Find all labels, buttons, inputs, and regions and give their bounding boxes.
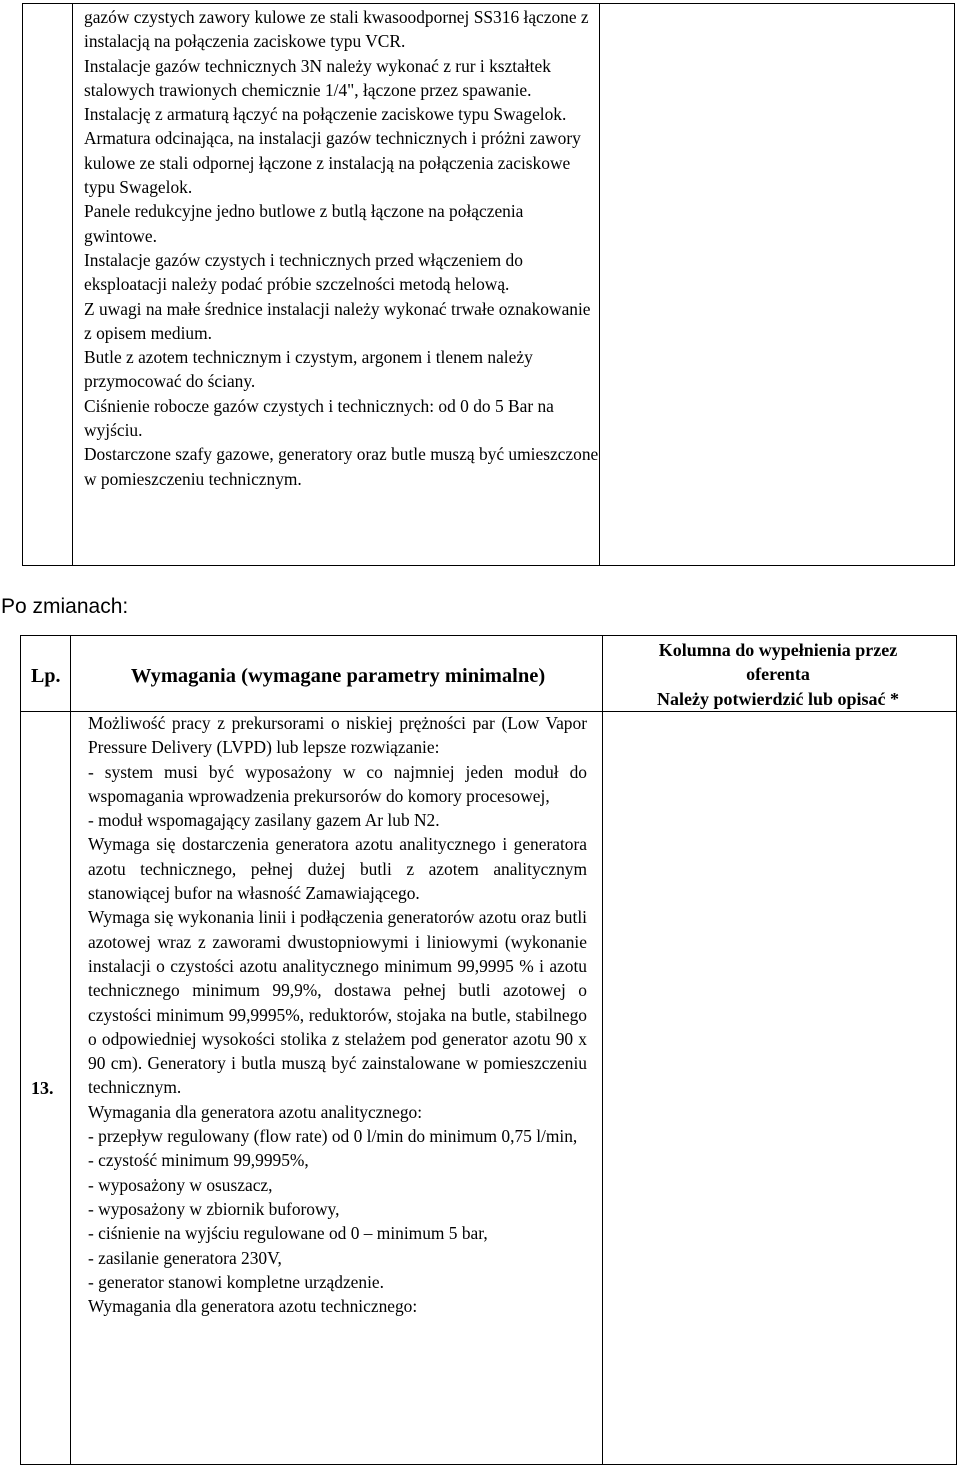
top-paragraph: Dostarczone szafy gazowe, generatory oraz butle muszą być umieszczone w pomieszczeniu technicznym. [84, 444, 599, 489]
top-paragraph: Butle z azotem technicznym i czystym, argonem i tlenem należy przymocować do ściany. [84, 347, 533, 392]
row-requirements-cell [88, 711, 587, 1318]
row-paragraph: Wymagania dla generatora azotu technicznego: [88, 1296, 418, 1317]
row-number: 13. [31, 1078, 54, 1098]
header-offer-column [603, 638, 953, 711]
header-offer-line: Należy potwierdzić lub opisać * [657, 688, 899, 709]
section-heading: Po zmianach: [1, 595, 129, 618]
table-divider-offer [602, 636, 603, 1464]
header-offer-line: oferenta [746, 664, 810, 685]
header-requirements: Wymagania (wymagane parametry minimalne) [130, 665, 546, 687]
top-paragraph: Z uwagi na małe średnice instalacji należy wykonać trwałe oznakowanie z opisem medium. [84, 298, 591, 343]
top-paragraph: gazów czystych zawory kulowe ze stali kwasoodpornej SS316 łączone z instalacją na połączenia zaciskowe typu VCR. [84, 7, 589, 52]
row-paragraph: - czystość minimum 99,9995%, [88, 1150, 309, 1171]
top-paragraph: Instalacje gazów czystych i technicznych przed włączeniem do eksploatacji należy podać próbie szczelności metodą helową. [84, 249, 523, 295]
top-paragraph: Panele redukcyjne jedno butlowe z butlą łączone na połączenia gwintowe. [84, 201, 524, 246]
row-paragraph: - wyposażony w osuszacz, [88, 1174, 273, 1195]
row-paragraph: - przepływ regulowany (flow rate) od 0 l/min do minimum 0,75 l/min, [88, 1126, 578, 1147]
row-paragraph: Wymaga się wykonania linii i podłączenia generatorów azotu oraz butli azotowej wraz z zaworami dwustopniowymi i liniowymi (wykonanie instalacji o czystości azotu analitycznego minimum 99,9995 % i azotu technicznego minimum 99,9%, dostawa pełnej butli azotowej o czystości minimum 99,9995%, reduktorów, stojaka na butle, stabilnego o odpowiedniej wysokości stolika z stelażem pod generator azotu 90 x 90 cm). Generatory i butla muszą być zainstalowane w pomieszczeniu technicznym. [88, 907, 587, 1098]
top-table-requirements-cell [84, 5, 599, 491]
top-paragraph: Instalacje gazów technicznych 3N należy wykonać z rur i kształtek stalowych trawionych chemicznie 1/4", łączone przez spawanie. Instalację z armaturą łączyć na połączenie zaciskowe typu Swagelok. Armatura odcinająca, na instalacji gazów technicznych i próżni zawory kulowe ze stali odpornej łączone z instalacją na połączenia zaciskowe typu Swagelok. [84, 55, 581, 198]
row-paragraph: - generator stanowi kompletne urządzenie. [88, 1271, 384, 1292]
header-lp: Lp. [31, 665, 61, 687]
row-paragraph: - zasilanie generatora 230V, [88, 1247, 282, 1268]
row-paragraph: - ciśnienie na wyjściu regulowane od 0 – minimum 5 bar, [88, 1223, 488, 1244]
top-paragraph: Ciśnienie robocze gazów czystych i technicznych: od 0 do 5 Bar na wyjściu. [84, 395, 554, 441]
row-paragraph: - system musi być wyposażony w co najmniej jeden moduł do wspomagania wprowadzenia prekursorów do komory procesowej, [88, 761, 587, 806]
row-paragraph: Możliwość pracy z prekursorami o niskiej prężności par (Low Vapor Pressure Delivery (LVPD) lub lepsze rozwiązanie: [88, 713, 587, 758]
row-paragraph: Wymaga się dostarczenia generatora azotu analitycznego i generatora azotu technicznego, pełnej dużej butli z azotem analitycznym stanowiącej bufor na własność Zamawiającego. [88, 834, 587, 904]
table-divider-lp [70, 636, 71, 1464]
row-paragraph: Wymagania dla generatora azotu analitycznego: [88, 1101, 423, 1122]
row-paragraph: - wyposażony w zbiornik buforowy, [88, 1198, 340, 1219]
header-offer-line: Kolumna do wypełnienia przez [658, 640, 898, 660]
row-paragraph: - moduł wspomagający zasilany gazem Ar lub N2. [88, 810, 440, 831]
top-table-divider-lp [72, 4, 73, 565]
top-table-divider-offer [599, 4, 600, 565]
